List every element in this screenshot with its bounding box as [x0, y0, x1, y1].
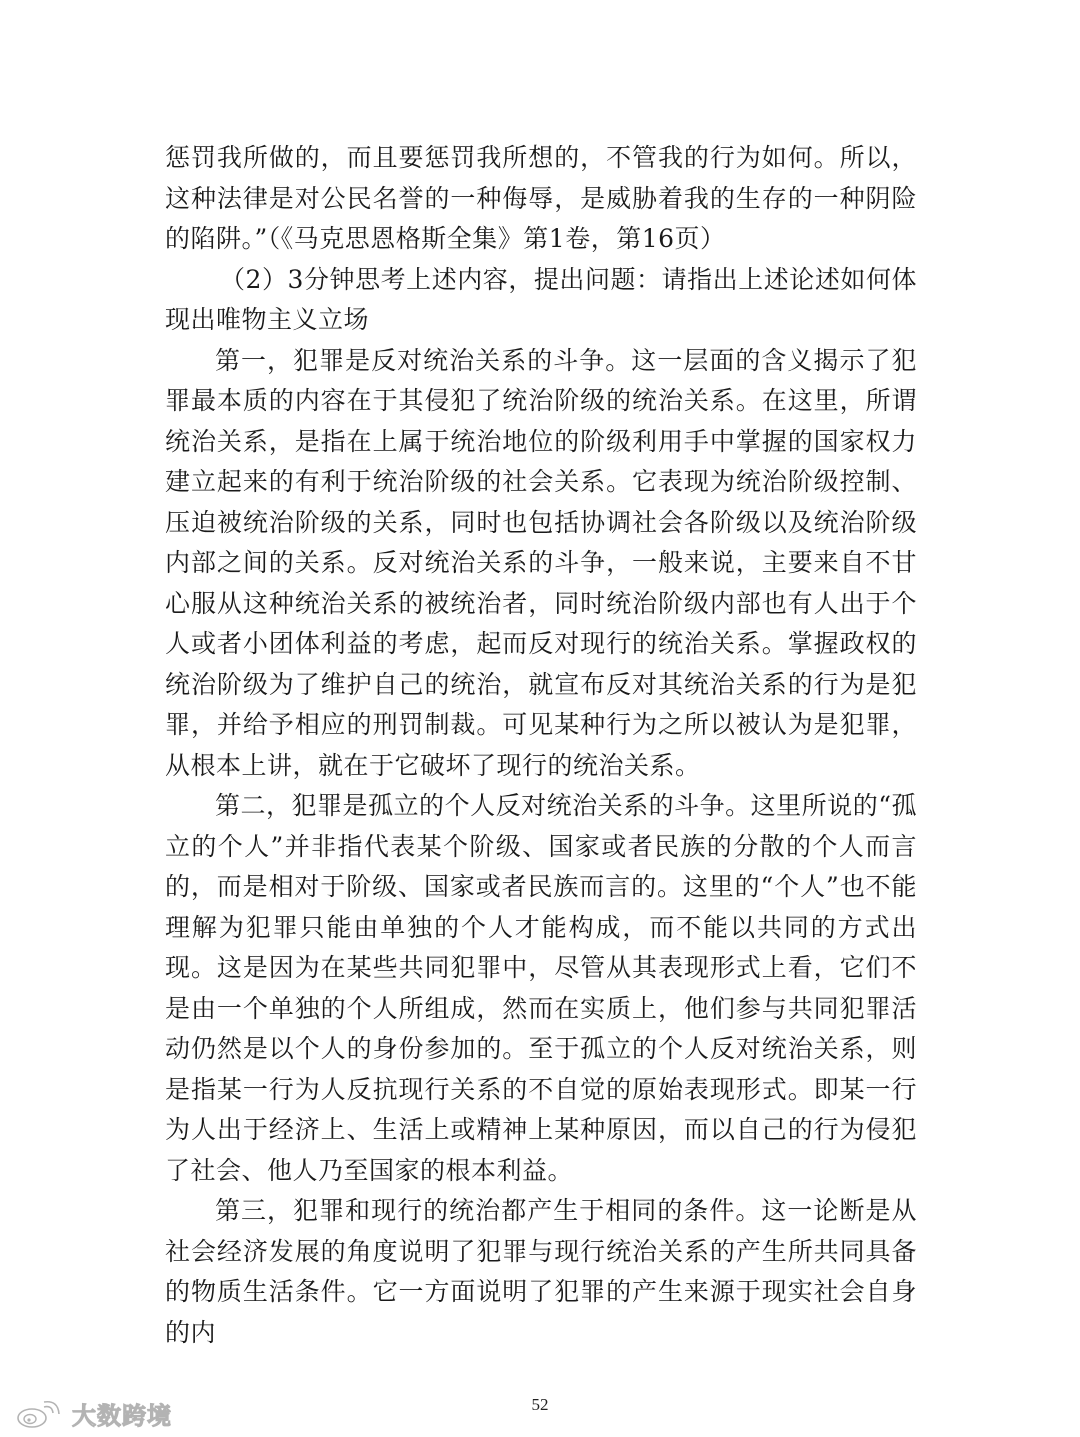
paragraph-point-one: 第一，犯罪是反对统治关系的斗争。这一层面的含义揭示了犯罪最本质的内容在于其侵犯了统治阶级的统治关系。在这里，所谓统治关系，是指在上属于统治地位的阶级利用手中掌握的国家权力建立起来的有利于统治阶级的社会关系。它表现为统治阶级控制、压迫被统治阶级的关系，同时也包括协调社会各阶级以及统治阶级内部之间的关系。反对统治关系的斗争，一般来说，主要来自不甘心服从这种统治关系的被统治者，同时统治阶级内部也有人出于个人或者小团体利益的考虑，起而反对现行的统治关系。掌握政权的统治阶级为了维护自己的统治，就宣布反对其统治关系的行为是犯罪，并给予相应的刑罚制裁。可见某种行为之所以被认为是犯罪，从根本上讲，就在于它破坏了现行的统治关系。: [165, 345, 917, 780]
page-number: 52: [531, 1395, 549, 1414]
paragraph-point-three: 第三，犯罪和现行的统治都产生于相同的条件。这一论断是从社会经济发展的角度说明了犯罪与现行统治关系的产生所共同具备的物质生活条件。它一方面说明了犯罪的产生来源于现实社会自身的内: [165, 1196, 917, 1347]
paragraph-continuation-quote: 惩罚我所做的，而且要惩罚我所想的，不管我的行为如何。所以，这种法律是对公民名誉的一种侮辱，是威胁着我的生存的一种阴险的陷阱。”（《马克思恩格斯全集》第1卷，第16页）: [165, 143, 917, 253]
body-text: [165, 138, 917, 1353]
watermark-text: 大数跨境: [72, 1402, 172, 1430]
paragraph-discussion-question: （2）3分钟思考上述内容，提出问题：请指出上述论述如何体现出唯物主义立场: [165, 264, 917, 334]
paragraph-point-two: 第二，犯罪是孤立的个人反对统治关系的斗争。这里所说的“孤立的个人”并非指代表某个阶级、国家或者民族的分散的个人而言的，而是相对于阶级、国家或者民族而言的。这里的“个人”也不能理解为犯罪只能由单独的个人才能构成，而不能以共同的方式出现。这是因为在某些共同犯罪中，尽管从其表现形式上看，它们不是由一个单独的个人所组成，然而在实质上，他们参与共同犯罪活动仍然是以个人的身份参加的。至于孤立的个人反对统治关系，则是指某一行为人反抗现行关系的不自觉的原始表现形式。即某一行为人出于经济上、生活上或精神上某种原因，而以自己的行为侵犯了社会、他人乃至国家的根本利益。: [165, 791, 917, 1185]
watermark: [14, 1396, 172, 1431]
weibo-logo-icon: [14, 1399, 66, 1429]
